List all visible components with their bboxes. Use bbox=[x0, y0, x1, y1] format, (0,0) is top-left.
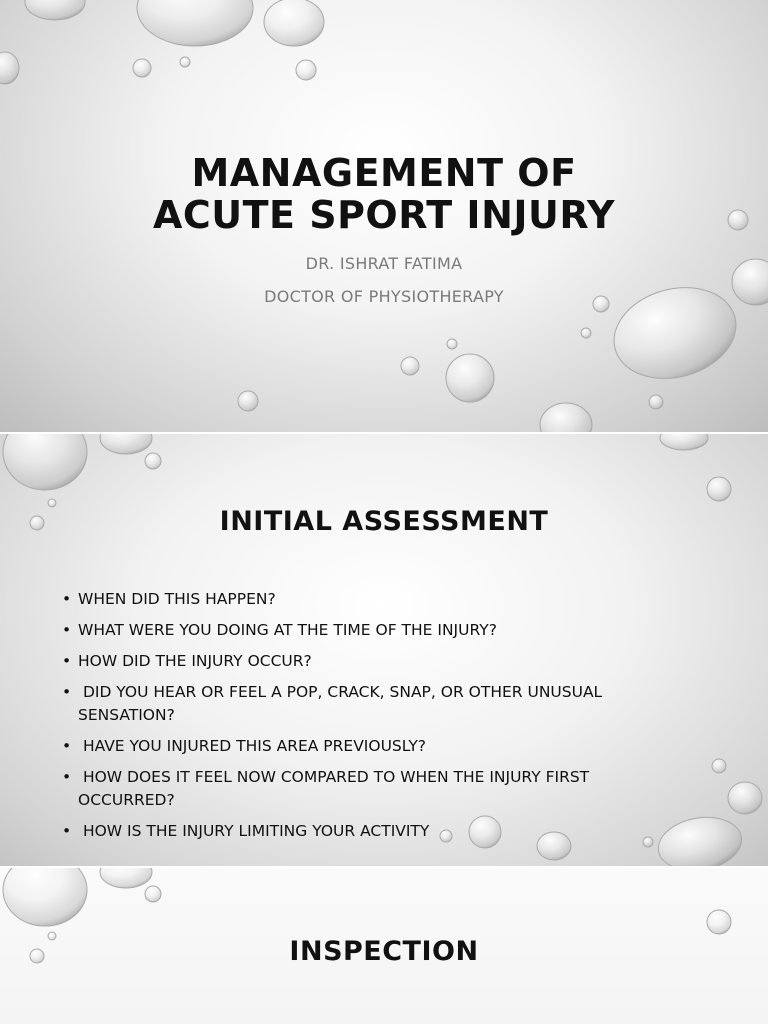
title-line-2: ACUTE SPORT INJURY bbox=[152, 193, 616, 237]
list-item: • HOW DOES IT FEEL NOW COMPARED TO WHEN THE INJURY FIRST OCCURRED? bbox=[62, 766, 662, 812]
list-item: • WHEN DID THIS HAPPEN? bbox=[62, 588, 662, 611]
list-item: • HOW IS THE INJURY LIMITING YOUR ACTIVITY bbox=[62, 820, 662, 843]
title-line-1: MANAGEMENT OF bbox=[191, 151, 577, 195]
inspection-slide bbox=[0, 868, 768, 1024]
list-item: • WHAT WERE YOU DOING AT THE TIME OF THE INJURY? bbox=[62, 619, 662, 642]
slide-title: INSPECTION bbox=[289, 936, 479, 967]
author-name: DR. ISHRAT FATIMA bbox=[305, 254, 463, 273]
assessment-questions-list bbox=[62, 588, 662, 851]
list-item: • HOW DID THE INJURY OCCUR? bbox=[62, 650, 662, 673]
list-item: • DID YOU HEAR OR FEEL A POP, CRACK, SNAP, OR OTHER UNUSUAL SENSATION? bbox=[62, 681, 662, 727]
presentation-title bbox=[0, 152, 768, 236]
list-item: • HAVE YOU INJURED THIS AREA PREVIOUSLY? bbox=[62, 735, 662, 758]
initial-assessment-slide bbox=[0, 434, 768, 866]
author-role: DOCTOR OF PHYSIOTHERAPY bbox=[264, 287, 504, 306]
slide-title: INITIAL ASSESSMENT bbox=[219, 506, 549, 537]
title-slide bbox=[0, 0, 768, 432]
